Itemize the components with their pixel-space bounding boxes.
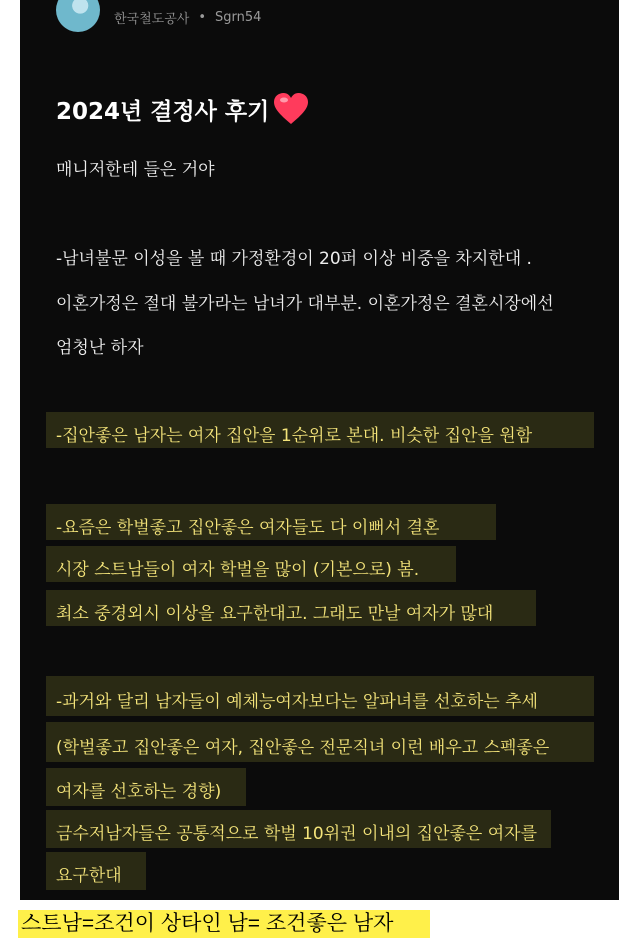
- post-line: 시장 스트남들이 여자 학벌을 많이 (기본으로) 봄.: [56, 560, 420, 580]
- post-title: [56, 92, 309, 126]
- post-meta: [56, 2, 261, 32]
- post-line: 요구한대: [56, 866, 122, 886]
- post-line: (학벌좋고 집안좋은 여자, 집안좋은 전문직녀 이런 배우고 스펙좋은: [56, 738, 550, 758]
- caption-text: 스트남=조건이 상타인 남= 조건좋은 남자: [21, 912, 394, 935]
- post-card: [20, 0, 619, 900]
- post-line: 최소 중경외시 이상을 요구한대고. 그래도 만날 여자가 많대: [56, 604, 494, 624]
- post-line: 이혼가정은 절대 불가라는 남녀가 대부분. 이혼가정은 결혼시장에선: [56, 294, 554, 314]
- heart-icon: [273, 92, 309, 126]
- post-title-text: 2024년 결정사 후기: [56, 98, 270, 125]
- post-line: -집안좋은 남자는 여자 집안을 1순위로 본대. 비슷한 집안을 원함: [56, 426, 533, 446]
- author-name[interactable]: 한국철도공사: [114, 11, 190, 27]
- post-line: -요즘은 학벌좋고 집안좋은 여자들도 다 이뻐서 결혼: [56, 518, 440, 538]
- post-line: -남녀불문 이성을 볼 때 가정환경이 20퍼 이상 비중을 차지한대 .: [56, 249, 532, 269]
- post-line: 여자를 선호하는 경향): [56, 782, 222, 802]
- username: Sgrn54: [215, 9, 262, 25]
- avatar[interactable]: [56, 0, 100, 32]
- post-line: -과거와 달리 남자들이 예체능여자보다는 알파녀를 선호하는 추세: [56, 692, 538, 712]
- meta-separator: •: [198, 9, 207, 25]
- post-line: 매니저한테 들은 거야: [56, 160, 215, 180]
- post-line: 엄청난 하자: [56, 338, 144, 358]
- post-line: 금수저남자들은 공통적으로 학벌 10위권 이내의 집안좋은 여자를: [56, 824, 538, 844]
